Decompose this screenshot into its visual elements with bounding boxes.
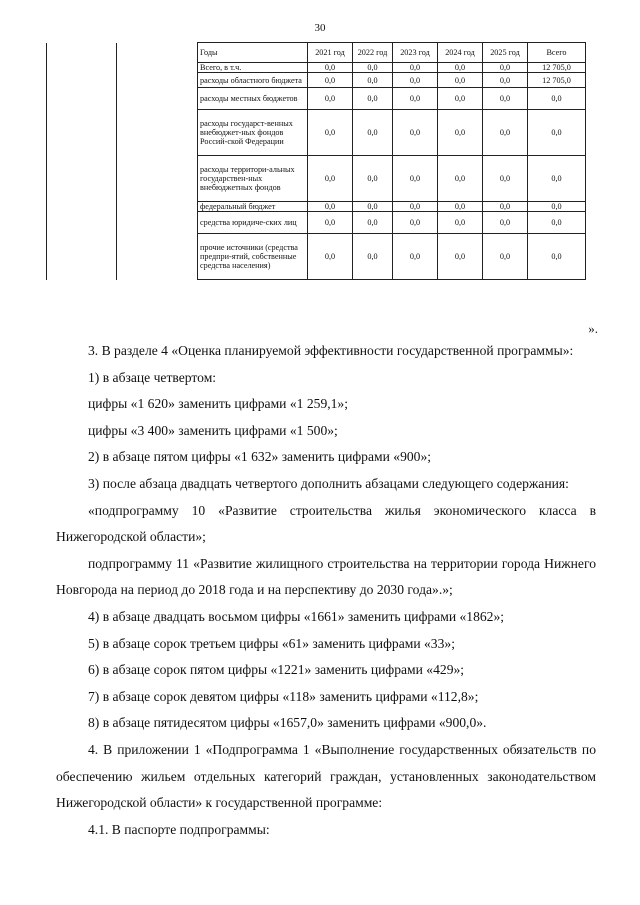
paragraph: 5) в абзаце сорок третьем цифры «61» заменить цифрами «33»; xyxy=(88,635,455,651)
row-label: прочие источники (средства предпри-ятий, собственные средства населения) xyxy=(198,234,308,280)
value-cell: 0,0 xyxy=(438,88,483,110)
value-cell: 0,0 xyxy=(353,63,393,73)
row-label: Всего, в т.ч. xyxy=(198,63,308,73)
paragraph: цифры «3 400» заменить цифрами «1 500»; xyxy=(88,422,338,438)
value-cell: 0,0 xyxy=(438,63,483,73)
value-cell: 12 705,0 xyxy=(528,73,586,88)
value-cell: 0,0 xyxy=(308,88,353,110)
value-cell: 0,0 xyxy=(483,234,528,280)
value-cell: 0,0 xyxy=(308,234,353,280)
value-cell: 0,0 xyxy=(483,212,528,234)
value-cell: 0,0 xyxy=(353,73,393,88)
paragraph: «подпрограмму 10 «Развитие строительства жилья экономического класса в Нижегородской области»; xyxy=(56,502,596,545)
value-cell: 0,0 xyxy=(308,110,353,156)
row-label: расходы территори-альных государствен-ных внебюджетных фондов xyxy=(198,156,308,202)
value-cell: 12 705,0 xyxy=(528,63,586,73)
table-header-row xyxy=(47,43,586,63)
row-label: расходы областного бюджета xyxy=(198,73,308,88)
value-cell: 0,0 xyxy=(483,156,528,202)
value-cell: 0,0 xyxy=(393,73,438,88)
paragraph: 6) в абзаце сорок пятом цифры «1221» заменить цифрами «429»; xyxy=(88,662,465,678)
value-cell: 0,0 xyxy=(528,234,586,280)
row-label: федеральный бюджет xyxy=(198,202,308,212)
value-cell: 0,0 xyxy=(483,110,528,156)
paragraph: 4.1. В паспорте подпрограммы: xyxy=(88,821,270,837)
paragraph: 4) в абзаце двадцать восьмом цифры «1661» заменить цифрами «1862»; xyxy=(88,608,505,624)
table-header-cell: 2022 год xyxy=(353,43,393,63)
value-cell: 0,0 xyxy=(483,88,528,110)
value-cell: 0,0 xyxy=(438,110,483,156)
table-header-cell: 2025 год xyxy=(483,43,528,63)
table-header-cell: 2023 год xyxy=(393,43,438,63)
paragraph: 2) в абзаце пятом цифры «1 632» заменить цифрами «900»; xyxy=(88,449,432,465)
row-label: расходы государст-венных внебюджет-ных фондов Россий-ской Федерации xyxy=(198,110,308,156)
value-cell: 0,0 xyxy=(483,63,528,73)
value-cell: 0,0 xyxy=(308,202,353,212)
paragraph: 7) в абзаце сорок девятом цифры «118» заменить цифрами «112,8»; xyxy=(88,688,479,704)
paragraph: 1) в абзаце четвертом: xyxy=(88,369,217,385)
table-header-cell: Годы xyxy=(198,43,308,63)
table-blank-cell xyxy=(47,43,117,280)
value-cell: 0,0 xyxy=(483,202,528,212)
budget-table xyxy=(46,42,586,280)
value-cell: 0,0 xyxy=(353,202,393,212)
value-cell: 0,0 xyxy=(353,212,393,234)
value-cell: 0,0 xyxy=(438,73,483,88)
paragraph: подпрограмму 11 «Развитие жилищного строительства на территории города Нижнего Новгорода на период до 2018 года и на перспективу до 2030 года».»; xyxy=(56,555,596,598)
value-cell: 0,0 xyxy=(393,110,438,156)
value-cell: 0,0 xyxy=(528,202,586,212)
value-cell: 0,0 xyxy=(308,156,353,202)
value-cell: 0,0 xyxy=(438,212,483,234)
paragraph: 8) в абзаце пятидесятом цифры «1657,0» заменить цифрами «900,0». xyxy=(88,715,487,731)
value-cell: 0,0 xyxy=(438,202,483,212)
value-cell: 0,0 xyxy=(483,73,528,88)
row-label: средства юридиче-ских лиц xyxy=(198,212,308,234)
paragraph: 3) после абзаца двадцать четвертого дополнить абзацами следующего содержания: xyxy=(88,475,569,491)
table-header-cell: Всего xyxy=(528,43,586,63)
value-cell: 0,0 xyxy=(438,234,483,280)
value-cell: 0,0 xyxy=(528,110,586,156)
closing-quote: ». xyxy=(588,321,598,336)
value-cell: 0,0 xyxy=(393,202,438,212)
value-cell: 0,0 xyxy=(393,212,438,234)
paragraph: 4. В приложении 1 «Подпрограмма 1 «Выполнение государственных обязательств по обеспечению жильем отдельных категорий граждан, установленных законодательством Нижегородской области» к государственной программе: xyxy=(56,741,596,811)
value-cell: 0,0 xyxy=(353,234,393,280)
page-number: 30 xyxy=(314,22,326,34)
value-cell: 0,0 xyxy=(353,110,393,156)
value-cell: 0,0 xyxy=(438,156,483,202)
paragraph: цифры «1 620» заменить цифрами «1 259,1»; xyxy=(88,396,349,412)
value-cell: 0,0 xyxy=(528,88,586,110)
value-cell: 0,0 xyxy=(528,156,586,202)
value-cell: 0,0 xyxy=(308,212,353,234)
value-cell: 0,0 xyxy=(308,73,353,88)
table-blank-cell xyxy=(117,43,198,280)
table-header-cell: 2021 год xyxy=(308,43,353,63)
value-cell: 0,0 xyxy=(353,88,393,110)
document-body xyxy=(56,338,596,843)
table-header-cell: 2024 год xyxy=(438,43,483,63)
value-cell: 0,0 xyxy=(393,63,438,73)
value-cell: 0,0 xyxy=(528,212,586,234)
value-cell: 0,0 xyxy=(393,88,438,110)
value-cell: 0,0 xyxy=(393,156,438,202)
value-cell: 0,0 xyxy=(353,156,393,202)
value-cell: 0,0 xyxy=(393,234,438,280)
paragraph: 3. В разделе 4 «Оценка планируемой эффективности государственной программы»: xyxy=(88,343,574,358)
row-label: расходы местных бюджетов xyxy=(198,88,308,110)
value-cell: 0,0 xyxy=(308,63,353,73)
